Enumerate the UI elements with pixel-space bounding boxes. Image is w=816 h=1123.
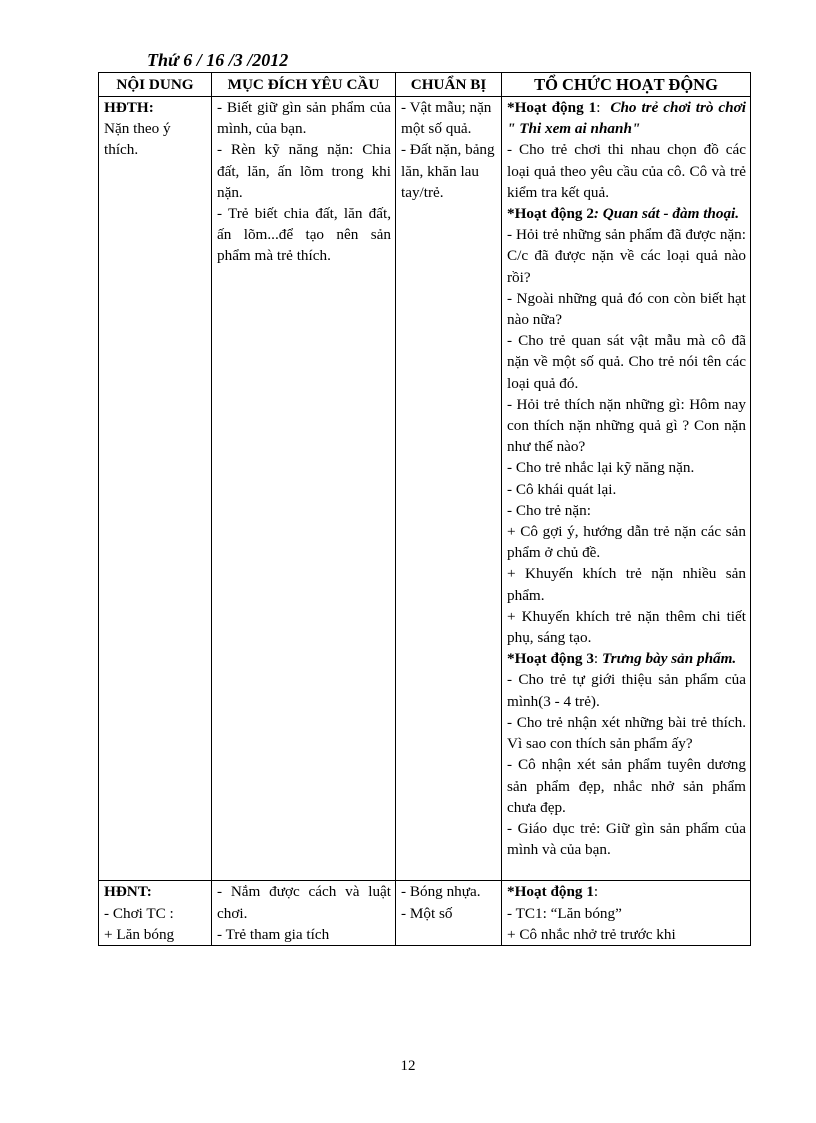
activity-line: - Hỏi trẻ những sản phẩm đã được nặn: C/c đã được nặn về các loại quả nào rồi? xyxy=(507,226,746,286)
activity-line: + Cô nhắc nhở trẻ trước khi xyxy=(507,925,676,943)
header-content: NỘI DUNG xyxy=(99,73,212,97)
activity-line: - Cho trẻ chơi thi nhau chọn đồ các loại quả theo yêu cầu của cô. Cô và trẻ kiểm tra kết quả. xyxy=(507,141,746,201)
activity-2-title: : Quan sát - đàm thoại. xyxy=(593,205,740,223)
purpose-line: - Trẻ tham gia tích xyxy=(217,925,330,943)
purpose-cell xyxy=(212,97,396,881)
lesson-plan-table xyxy=(98,72,751,946)
purpose-cell xyxy=(212,881,396,946)
activity-line: - Cho trẻ nhận xét những bài trẻ thích. Vì sao con thích sản phẩm ấy? xyxy=(507,713,746,753)
activity-3-label: *Hoạt động 3 xyxy=(507,650,594,668)
activity-2-label: *Hoạt động 2 xyxy=(507,205,594,223)
purpose-line: - Trẻ biết chia đất, lăn đất, ấn lõm...để tạo nên sản phẩm mà trẻ thích. xyxy=(217,205,391,265)
activity-name: - Chơi TC : xyxy=(104,904,174,922)
activity-line: - TC1: “Lăn bóng” xyxy=(507,904,622,922)
activities-cell: *Hoạt động 1: - TC1: “Lăn bóng” + Cô nhắc nhở trẻ trước khi xyxy=(502,881,751,946)
page-number: 12 xyxy=(400,1058,416,1074)
activity-line: + Khuyến khích trẻ nặn nhiều sản phẩm. xyxy=(507,565,746,604)
activity-line: - Cô khái quát lại. xyxy=(507,480,617,498)
activity-1-label: *Hoạt động 1 xyxy=(507,883,594,901)
header-activities: TỔ CHỨC HOẠT ĐỘNG xyxy=(502,73,751,97)
header-row xyxy=(99,73,751,97)
preparation-cell xyxy=(396,881,502,946)
activity-line: - Hỏi trẻ thích nặn những gì: Hôm nay con thích nặn những quả gì ? Con nặn như thế nào? xyxy=(507,395,746,456)
purpose-line: - Nắm được cách và luật chơi. xyxy=(217,883,391,922)
activity-line: - Ngoài những quả đó con còn biết hạt nào nữa? xyxy=(507,289,746,329)
activity-line: - Cho trẻ tự giới thiệu sản phẩm của mình(3 - 4 trẻ). xyxy=(507,671,746,710)
activity-code: HĐTH: xyxy=(104,99,154,116)
activity-3-title: Trưng bày sản phẩm. xyxy=(601,650,737,668)
activities-cell: *Hoạt động 1: Cho trẻ chơi trò chơi " Thi xem ai nhanh" - Cho trẻ chơi thi nhau chọn đồ các loại quả theo yêu cầu của cô. Cô và trẻ kiểm tra kết quả. *Hoạt động 2: Quan sát - đàm thoại. - Hỏi trẻ những sản phẩm đã được nặn: C/c đã được nặn về các loại quả nào rồi? - Ngoài những quả đó con còn biết hạt nào nữa? - Cho trẻ quan sát vật mẫu mà cô đã nặn về một số quả. Cho trẻ nói tên các loại quả đó. - Hỏi trẻ thích nặn những gì: Hôm nay con thích nặn những quả gì ? Con nặn như thế nào? - Cho trẻ nhắc lại kỹ năng nặn. - Cô khái quát lại. - Cho trẻ nặn: + Cô gợi ý, hướng dẫn trẻ nặn các sản phẩm ở chủ đề. + Khuyến khích trẻ nặn nhiều sản phẩm. + Khuyến khích trẻ nặn thêm chi tiết phụ, sáng tạo. *Hoạt động 3: Trưng bày sản phẩm. - Cho trẻ tự giới thiệu sản phẩm của mình(3 - 4 trẻ). - Cho trẻ nhận xét những bài trẻ thích. Vì sao con thích sản phẩm ấy? - Cô nhận xét sản phẩm tuyên dương sản phẩm đẹp, nhắc nhở sản phẩm chưa đẹp. - Giáo dục trẻ: Giữ gìn sản phẩm của mình và của bạn. xyxy=(502,97,751,881)
prep-line: - Bóng nhựa. xyxy=(401,883,481,901)
activity-line: - Cho trẻ quan sát vật mẫu mà cô đã nặn về một số quả. Cho trẻ nói tên các loại quả đó. xyxy=(507,332,746,392)
activity-line: - Cô nhận xét sản phẩm tuyên dương sản phẩm đẹp, nhắc nhở sản phẩm chưa đẹp. xyxy=(507,756,746,816)
header-preparation: CHUẨN BỊ xyxy=(396,73,502,97)
activity-1-title: Cho trẻ chơi trò chơi " Thi xem ai nhanh" xyxy=(507,99,746,138)
activity-line: + Cô gợi ý, hướng dẫn trẻ nặn các sản phẩm ở chủ đề. xyxy=(507,523,746,562)
content-cell xyxy=(99,881,212,946)
prep-line: - Đất nặn, bảng lăn, khăn lau tay/trẻ. xyxy=(401,141,495,201)
activity-line: + Khuyến khích trẻ nặn thêm chi tiết phụ, sáng tạo. xyxy=(507,607,746,647)
preparation-cell xyxy=(396,97,502,881)
date-heading: Thứ 6 / 16 /3 /2012 xyxy=(147,50,289,70)
activity-name: + Lăn bóng xyxy=(104,925,175,943)
purpose-line: - Rèn kỹ năng nặn: Chia đất, lăn, ấn lõm trong khi nặn. xyxy=(217,141,391,201)
header-purpose: MỤC ĐÍCH YÊU CẦU xyxy=(212,73,396,97)
prep-line: - Vật mẫu; nặn một số quả. xyxy=(401,99,492,138)
content-cell xyxy=(99,97,212,881)
table-row xyxy=(99,97,751,881)
activity-line: - Giáo dục trẻ: Giữ gìn sản phẩm của mình và của bạn. xyxy=(507,819,746,859)
purpose-line: - Biết giữ gìn sản phẩm của mình, của bạn. xyxy=(217,99,391,138)
activity-line: - Cho trẻ nặn: xyxy=(507,501,591,519)
activity-line: - Cho trẻ nhắc lại kỹ năng nặn. xyxy=(507,459,695,477)
activity-code: HĐNT: xyxy=(104,883,152,901)
prep-line: - Một số xyxy=(401,904,453,922)
table-row xyxy=(99,881,751,946)
activity-1-label: *Hoạt động 1 xyxy=(507,99,597,116)
activity-name: Nặn theo ý thích. xyxy=(104,120,171,159)
